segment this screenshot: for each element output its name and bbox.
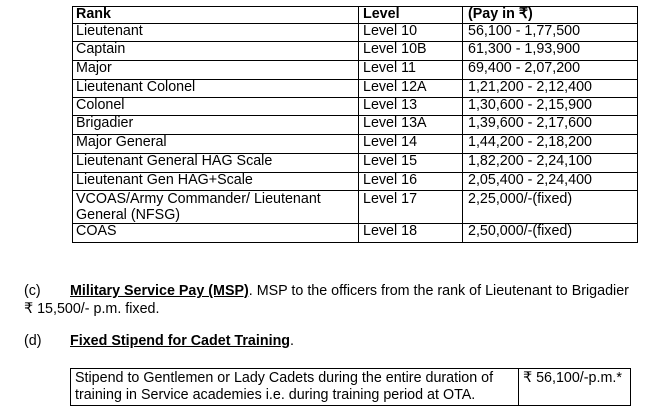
rank-cell: Major General — [73, 135, 359, 154]
stipend-row — [71, 369, 631, 406]
stipend-amount: ₹ 56,100/-p.m.* — [519, 369, 631, 406]
msp-heading: Military Service Pay (MSP) — [70, 283, 249, 299]
rank-cell: Lieutenant Colonel — [73, 80, 359, 98]
stipend-description: Stipend to Gentlemen or Lady Cadets during the entire duration of training in Service academies i.e. during training period at OTA. — [71, 369, 519, 406]
pay-cell: 2,05,400 - 2,24,400 — [463, 173, 638, 191]
table-row — [73, 61, 638, 80]
level-cell: Level 10B — [359, 42, 463, 61]
level-cell: Level 13 — [359, 98, 463, 116]
table-row — [73, 80, 638, 98]
pay-cell: 1,30,600 - 2,15,900 — [463, 98, 638, 116]
pay-cell: 2,25,000/-(fixed) — [463, 191, 638, 224]
level-cell: Level 11 — [359, 61, 463, 80]
msp-text: . MSP to the officers from the rank of Lieutenant to Brigadier ₹ 15,500/- p.m. fixed. — [24, 283, 629, 317]
level-cell: Level 15 — [359, 154, 463, 173]
pay-cell: 2,50,000/-(fixed) — [463, 224, 638, 243]
table-row — [73, 98, 638, 116]
level-cell: Level 18 — [359, 224, 463, 243]
pay-cell: 61,300 - 1,93,900 — [463, 42, 638, 61]
pay-header: (Pay in ₹) — [463, 7, 638, 24]
level-cell: Level 16 — [359, 173, 463, 191]
table-row — [73, 42, 638, 61]
level-cell: Level 12A — [359, 80, 463, 98]
level-cell: Level 17 — [359, 191, 463, 224]
level-cell: Level 13A — [359, 116, 463, 135]
rank-cell: Colonel — [73, 98, 359, 116]
level-cell: Level 14 — [359, 135, 463, 154]
rank-cell: Lieutenant General HAG Scale — [73, 154, 359, 173]
rank-cell: Brigadier — [73, 116, 359, 135]
level-header: Level — [359, 7, 463, 24]
stipend-heading: Fixed Stipend for Cadet Training — [70, 333, 291, 349]
rank-cell: Major — [73, 61, 359, 80]
pay-cell: 1,82,200 - 2,24,100 — [463, 154, 638, 173]
table-row — [73, 24, 638, 42]
rank-cell: Lieutenant — [73, 24, 359, 42]
rank-cell: Captain — [73, 42, 359, 61]
pay-scale-table — [72, 6, 638, 243]
table-row — [73, 135, 638, 154]
stipend-heading-tail: . — [290, 333, 295, 349]
table-row — [73, 116, 638, 135]
pay-cell: 1,21,200 - 2,12,400 — [463, 80, 638, 98]
rank-cell: Lieutenant Gen HAG+Scale — [73, 173, 359, 191]
stipend-table — [70, 368, 631, 406]
pay-cell: 69,400 - 2,07,200 — [463, 61, 638, 80]
rank-cell: COAS — [73, 224, 359, 243]
stipend-paragraph — [24, 332, 294, 350]
table-row — [73, 173, 638, 191]
table-header-row — [73, 7, 638, 24]
table-row — [73, 154, 638, 173]
table-row — [73, 191, 638, 224]
rank-cell: VCOAS/Army Commander/ Lieutenant General (NFSG) — [73, 191, 359, 224]
pay-cell: 56,100 - 1,77,500 — [463, 24, 638, 42]
level-cell: Level 10 — [359, 24, 463, 42]
stipend-label: (d) — [24, 333, 42, 349]
msp-label: (c) — [24, 283, 41, 299]
pay-cell: 1,39,600 - 2,17,600 — [463, 116, 638, 135]
pay-cell: 1,44,200 - 2,18,200 — [463, 135, 638, 154]
table-row — [73, 224, 638, 243]
msp-paragraph — [24, 282, 639, 318]
rank-header: Rank — [73, 7, 359, 24]
